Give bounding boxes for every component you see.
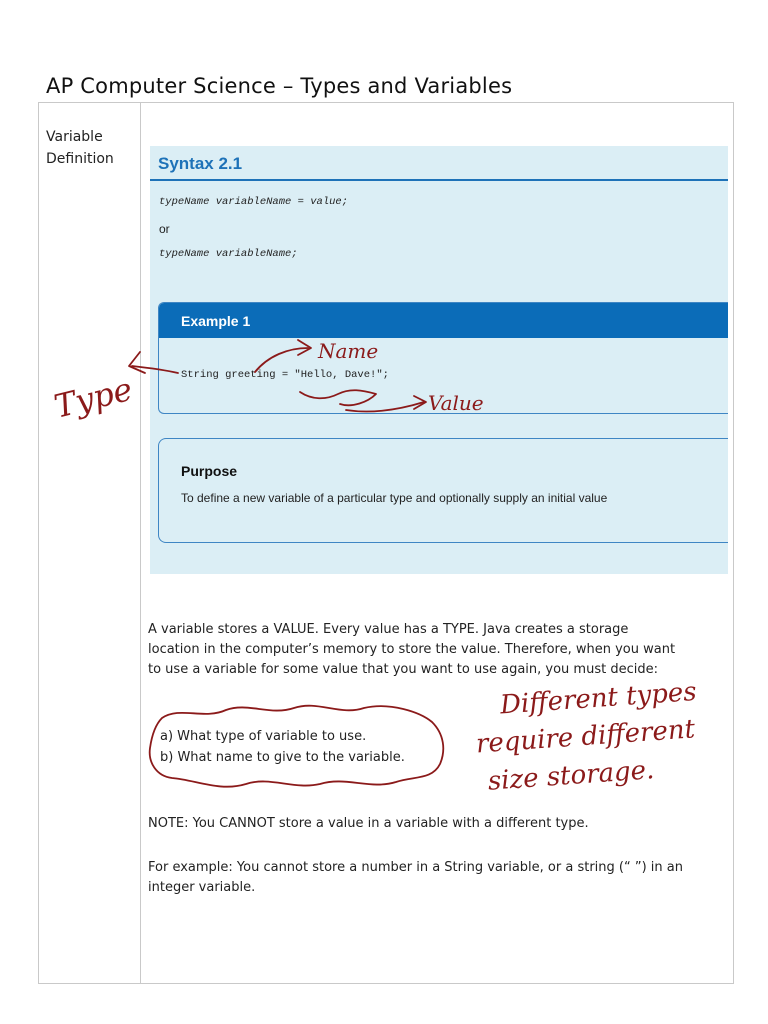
- value-squiggle: [300, 390, 376, 405]
- row-label-line-1: Variable: [46, 129, 103, 145]
- intro-line-1: A variable stores a VALUE. Every value has a TYPE. Java creates a storage: [148, 622, 629, 637]
- syntax-line-2: typeName variableName;: [159, 248, 298, 260]
- list-item: b) What name to give to the variable.: [160, 750, 405, 765]
- example-code: String greeting = "Hello, Dave!";: [181, 369, 389, 381]
- list-bubble: [150, 706, 444, 787]
- handwritten-value-label: Value: [428, 391, 484, 415]
- handwritten-note-line-3: size storage.: [486, 755, 656, 797]
- name-arrow: [255, 348, 308, 372]
- example-title: Example 1: [181, 313, 251, 329]
- list-item: a) What type of variable to use.: [160, 729, 367, 744]
- handwritten-note-line-2: require different: [475, 714, 696, 760]
- row-label-line-2: Definition: [46, 151, 114, 167]
- intro-line-3: to use a variable for some value that you want to use again, you must decide:: [148, 662, 658, 677]
- handwritten-name-label: Name: [318, 339, 379, 363]
- type-arrowhead: [129, 352, 145, 373]
- handwritten-note-line-1: Different types: [499, 676, 698, 721]
- example-line-2: integer variable.: [148, 880, 256, 895]
- purpose-title: Purpose: [181, 463, 238, 479]
- purpose-text: To define a new variable of a particular type and optionally supply an initial value: [181, 491, 608, 505]
- page-title: AP Computer Science – Types and Variables: [46, 74, 513, 98]
- example-line-1: For example: You cannot store a number in a String variable, or a string (“ ”) in an: [148, 860, 683, 875]
- note-text: NOTE: You CANNOT store a value in a variable with a different type.: [148, 816, 589, 831]
- syntax-or: or: [159, 222, 170, 236]
- intro-line-2: location in the computer’s memory to store the value. Therefore, when you want: [148, 642, 676, 657]
- syntax-title: Syntax 2.1: [158, 154, 243, 173]
- syntax-line-1: typeName variableName = value;: [159, 196, 349, 208]
- handwritten-type-label: Type: [50, 369, 137, 426]
